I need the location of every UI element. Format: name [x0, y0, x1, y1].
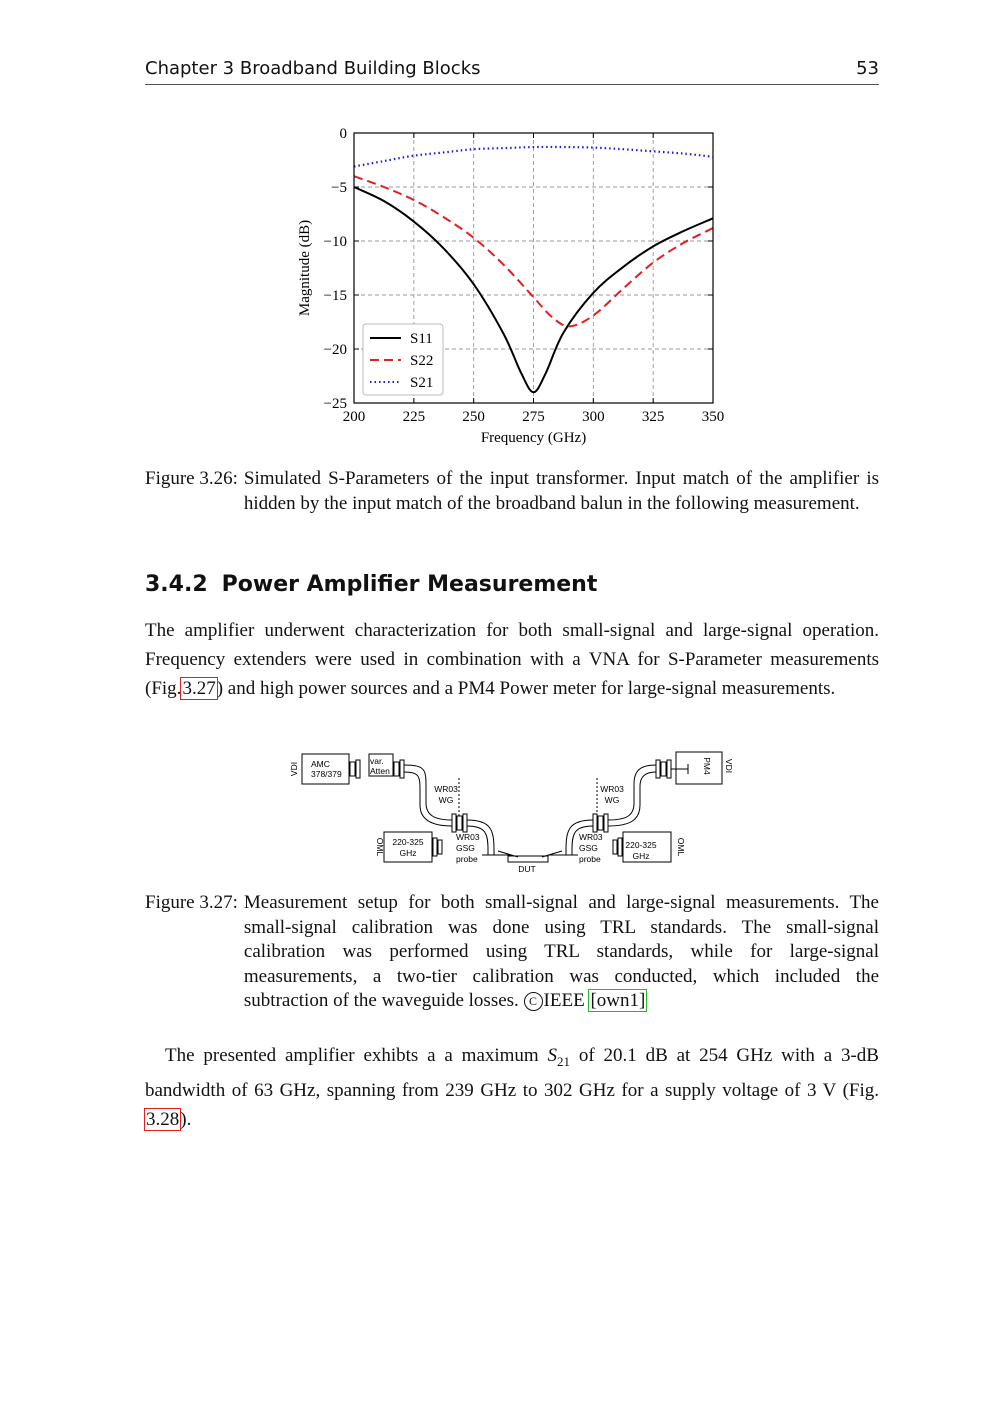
- flange-icon: [433, 838, 437, 856]
- x-tick-label: 200: [342, 409, 366, 425]
- flange-icon: [400, 760, 404, 778]
- extender-label: GHz: [632, 851, 650, 861]
- x-tick-label: 325: [641, 409, 665, 425]
- body-paragraph: [145, 616, 879, 703]
- copyright-holder: IEEE: [543, 990, 585, 1011]
- figure-caption-326: [145, 467, 879, 516]
- extender-label: 220-325: [625, 840, 657, 850]
- running-header: [145, 56, 879, 85]
- x-tick-label: 350: [701, 409, 725, 425]
- extender-label: GHz: [399, 848, 417, 858]
- pm4-label: PM4: [702, 757, 712, 775]
- probe-label: GSG: [456, 843, 475, 853]
- probe-label: WR03: [579, 832, 603, 842]
- flange-icon: [463, 814, 467, 832]
- flange-icon: [667, 760, 671, 778]
- y-tick-label: −20: [323, 342, 347, 358]
- y-tick-label: −10: [323, 234, 347, 250]
- x-axis-label: Frequency (GHz): [480, 430, 587, 446]
- dut-label: DUT: [518, 864, 536, 874]
- attenuator-label: var.: [370, 756, 384, 766]
- caption-text: Simulated S-Parameters of the input transformer. Input match of the amplifier is hidden by the input match of the broadband balun in the following measurement.: [243, 468, 879, 514]
- probe-label: probe: [579, 854, 601, 864]
- flange-icon: [656, 760, 660, 778]
- page-number: 53: [856, 58, 879, 79]
- flange-icon: [661, 762, 666, 776]
- waveguide-label: WG: [438, 795, 454, 805]
- x-tick-label: 300: [582, 409, 605, 425]
- legend-label: S11: [410, 331, 433, 347]
- flange-icon: [613, 840, 617, 854]
- vdi-label: VDI: [289, 761, 299, 777]
- flange-icon: [356, 760, 360, 778]
- chart-legend: [363, 324, 443, 395]
- probe-label: GSG: [579, 843, 598, 853]
- figure-reference-link[interactable]: 3.27: [182, 678, 216, 699]
- section-heading: [145, 572, 597, 597]
- probe-tip: [542, 851, 562, 857]
- waveguide-label: WG: [604, 795, 620, 805]
- figure-reference-link[interactable]: 3.28: [146, 1108, 180, 1130]
- measurement-setup-diagram: [286, 748, 734, 878]
- paragraph-text: of 20.1 dB at 254 GHz with a 3-dB bandwidth of 63 GHz, spanning from 239 GHz to 302 GHz for a supply voltage of 3 V (Fig.: [145, 1045, 879, 1101]
- flange-icon: [394, 762, 399, 776]
- figure-caption-327: [145, 891, 879, 1014]
- caption-text: Measurement setup for both small-signal and large-signal measurements. The small-signal calibration was done using TRL standards. The small-signal calibration was performed using TRL standards, while for large-signal measurements, a two-tier calibration was conducted, which included the subtraction of the waveguide losses.: [243, 892, 879, 1011]
- flange-icon: [350, 762, 355, 776]
- amc-label: 378/379: [311, 769, 342, 779]
- chapter-title: Chapter 3 Broadband Building Blocks: [145, 58, 481, 79]
- probe-label: probe: [456, 854, 478, 864]
- flange-icon: [618, 838, 622, 856]
- paragraph-text: ).: [180, 1108, 192, 1130]
- waveguide-label: WR03: [600, 784, 624, 794]
- flange-icon: [457, 816, 462, 830]
- x-tick-label: 225: [402, 409, 426, 425]
- power-meter-box: [676, 752, 722, 784]
- section-title: Power Amplifier Measurement: [221, 572, 598, 597]
- flange-icon: [438, 840, 442, 854]
- figure-label: Figure 3.27:: [145, 892, 238, 913]
- caption-text-block: [244, 891, 879, 1014]
- s-parameter-symbol: S: [547, 1045, 558, 1066]
- body-paragraph: [145, 1041, 879, 1134]
- flange-icon: [452, 814, 456, 832]
- figure-label: Figure 3.26:: [145, 468, 238, 489]
- flange-icon: [604, 814, 608, 832]
- vdi-label: VDI: [724, 758, 734, 774]
- x-tick-label: 275: [522, 409, 545, 425]
- attenuator-label: Atten: [370, 766, 390, 776]
- legend-label: S22: [410, 353, 434, 369]
- extender-label: 220-325: [392, 837, 424, 847]
- paragraph-text: ) and high power sources and a PM4 Power meter for large-signal measurements.: [216, 678, 836, 699]
- power-sensor-icon: [671, 764, 688, 774]
- s-parameter-chart: [290, 120, 740, 455]
- y-axis-label: Magnitude (dB): [297, 219, 313, 317]
- y-tick-label: −5: [331, 180, 347, 196]
- citation-link[interactable]: [own1]: [590, 990, 646, 1011]
- amc-label: AMC: [311, 759, 330, 769]
- paragraph-text: The amplifier underwent characterization for both small-signal and large-signal operation. Frequency extenders were used in combination with a VNA for S-Parameter measurements (Fig.: [145, 620, 879, 699]
- oml-label: OML: [375, 837, 385, 857]
- y-tick-label: −25: [323, 396, 347, 412]
- waveguide-label: WR03: [434, 784, 458, 794]
- probe-label: WR03: [456, 832, 480, 842]
- copyright-icon: C: [524, 992, 543, 1011]
- y-tick-label: −15: [323, 288, 347, 304]
- s-parameter-subscript: 21: [557, 1053, 571, 1069]
- oml-label: OML: [676, 837, 686, 857]
- section-number: 3.4.2: [145, 572, 208, 597]
- flange-icon: [593, 814, 597, 832]
- x-tick-label: 250: [462, 409, 485, 425]
- flange-icon: [598, 816, 603, 830]
- paragraph-text: The presented amplifier exhibts a a maximum: [165, 1045, 548, 1066]
- legend-label: S21: [410, 375, 434, 391]
- y-tick-label: 0: [339, 126, 347, 142]
